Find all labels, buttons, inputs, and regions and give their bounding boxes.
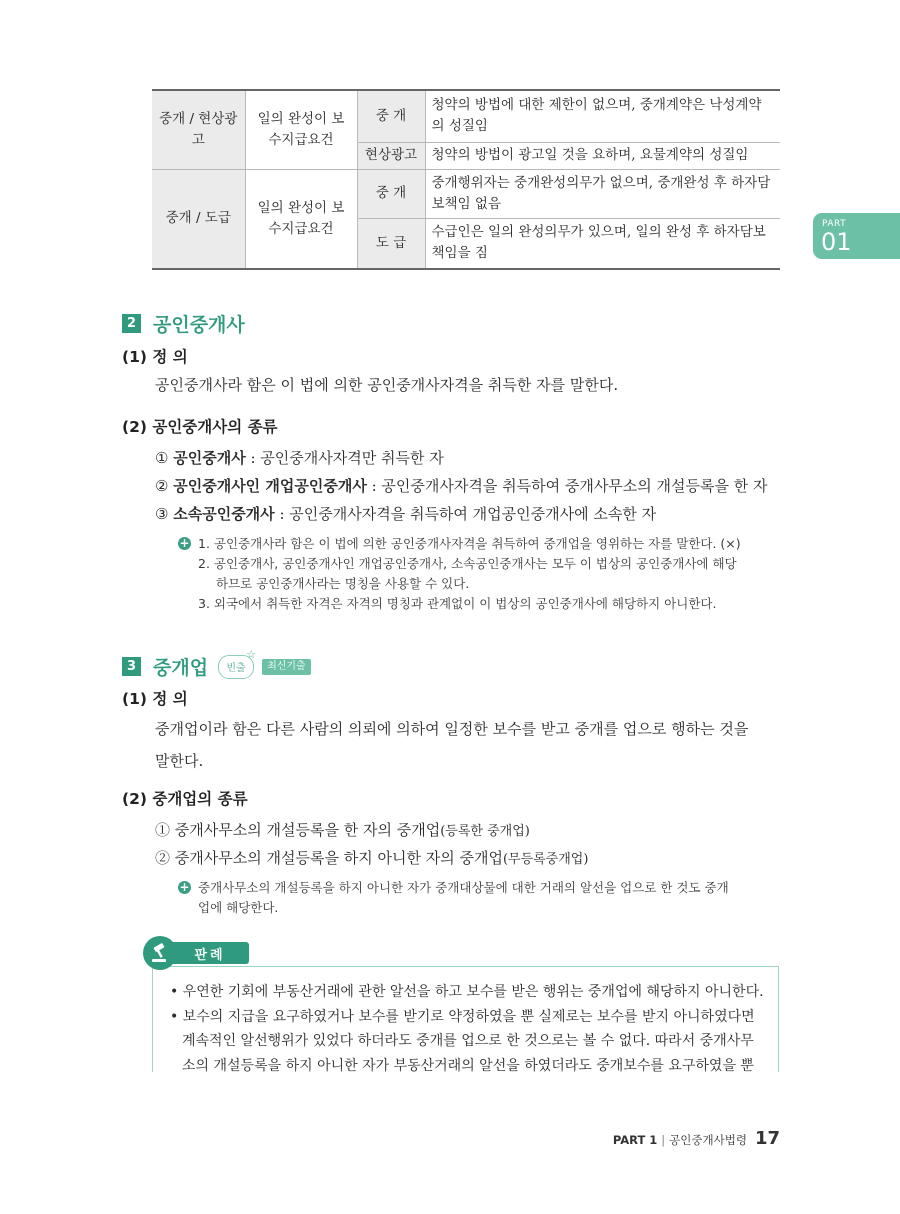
footer-chapter: 공인중개사법령: [669, 1133, 747, 1147]
note-block: [178, 534, 780, 614]
section-heading-3: [122, 647, 311, 680]
case-line: 소의 개설등록을 하지 아니한 자가 부동산거래의 알선을 하였더라도 중개보수를 요구하였을 뿐: [182, 1057, 754, 1074]
table-cell: 중 개: [357, 90, 425, 142]
table-cell: 일의 완성이 보수지급요건: [245, 90, 357, 169]
note-line: [178, 534, 780, 554]
item-marker: ①: [155, 821, 171, 839]
list-item: [155, 476, 768, 496]
definition-line: 중개업이라 함은 다른 사람의 의뢰에 의하여 일정한 보수를 받고 중개를 업으로 행하는 것을: [155, 720, 749, 738]
section-title: 중개업: [153, 657, 209, 679]
item-desc: : 공인중개사자격을 취득하여 개업공인중개사에 소속한 자: [274, 505, 657, 523]
item-desc: : 공인중개사자격을 취득하여 중개사무소의 개설등록을 한 자: [366, 477, 768, 495]
table-row: [152, 90, 780, 142]
section-number: 2: [122, 314, 141, 333]
case-line: • 우연한 기회에 부동산거래에 관한 알선을 하고 보수를 받은 행위는 중개업에 해당하지 아니한다.: [170, 984, 764, 1000]
item-marker: ②: [155, 849, 171, 867]
table-cell: 청약의 방법에 대한 제한이 없으며, 중개계약은 낙성계약의 성질임: [425, 90, 780, 142]
table-cell: 중개 / 도급: [152, 169, 245, 269]
plus-icon: +: [179, 880, 190, 894]
case-line: • 보수의 지급을 요구하였거나 보수를 받기로 약정하였을 뿐 실제로는 보수를 받지 아니하였다면: [170, 1008, 755, 1025]
item-text: 중개사무소의 개설등록을 한 자의 중개업: [174, 821, 441, 839]
part-tab[interactable]: [813, 213, 900, 259]
note-line: 업에 해당한다.: [198, 900, 279, 915]
section-heading-2: [122, 310, 245, 337]
item-marker: ③: [155, 505, 169, 523]
page-footer: [613, 1128, 780, 1149]
subsection-title: (1) 정 의: [122, 348, 188, 366]
item-paren: (무등록중개업): [502, 852, 589, 867]
item-paren: (등록한 중개업): [440, 824, 530, 839]
note-line: 하므로 공인중개사라는 명칭을 사용할 수 있다.: [216, 576, 470, 591]
item-term: 공인중개사: [173, 449, 246, 467]
plus-icon: +: [179, 536, 190, 550]
case-line: 계속적인 알선행위가 있었다 하더라도 중개를 업으로 한 것으로는 볼 수 없다. 따라서 중개사무: [182, 1033, 754, 1049]
star-icon: ☆: [246, 647, 257, 661]
table-cell: 일의 완성이 보수지급요건: [245, 169, 357, 269]
list-item: [155, 820, 530, 842]
definition-text: [155, 713, 780, 777]
part-tab-label: PART: [822, 219, 847, 229]
table-cell: 중개행위자는 중개완성의무가 없으며, 중개완성 후 하자담보책임 없음: [425, 169, 780, 218]
table-cell: 도 급: [357, 218, 425, 269]
gavel-icon: [143, 936, 177, 970]
table-cell: 현상광고: [357, 142, 425, 169]
item-marker: ②: [155, 477, 169, 495]
case-heading: [143, 938, 249, 968]
footer-part: PART 1: [612, 1133, 658, 1147]
list-item: [155, 448, 444, 468]
item-term: 공인중개사인 개업공인중개사: [173, 477, 367, 495]
subsection-title: (2) 공인중개사의 종류: [122, 418, 278, 436]
subsection-title: (2) 중개업의 종류: [122, 790, 248, 808]
definition-line: 말한다.: [155, 752, 204, 770]
frequent-badge-label: 빈출: [226, 663, 246, 674]
subsection-title: (1) 정 의: [122, 690, 188, 708]
item-desc: : 공인중개사자격만 취득한 자: [245, 449, 444, 467]
table-cell: 수급인은 일의 완성의무가 있으며, 일의 완성 후 하자담보책임을 짐: [425, 218, 780, 269]
list-item: [155, 504, 656, 524]
note-line: 2. 공인중개사, 공인중개사인 개업공인중개사, 소속공인중개사는 모두 이 법상의 공인중개사에 해당: [198, 556, 737, 571]
note-line: 3. 외국에서 취득한 자격은 자격의 명칭과 관계없이 이 법상의 공인중개사에 해당하지 아니한다.: [198, 596, 717, 611]
item-term: 소속공인중개사: [173, 505, 275, 523]
list-item: [155, 848, 588, 870]
table-cell: 청약의 방법이 광고일 것을 요하며, 요물계약의 성질임: [425, 142, 780, 169]
item-text: 중개사무소의 개설등록을 하지 아니한 자의 중개업: [174, 849, 503, 867]
definition-text: 공인중개사라 함은 이 법에 의한 공인중개사자격을 취득한 자를 말한다.: [155, 376, 619, 394]
frequent-badge: [218, 647, 257, 679]
note-line: [178, 878, 780, 898]
recent-exam-badge: 최신기출: [262, 659, 311, 675]
table-cell: 중개 / 현상광고: [152, 90, 245, 169]
table-row: [152, 169, 780, 218]
note-text: 1. 공인중개사라 함은 이 법에 의한 공인중개사자격을 취득하여 중개업을 영위하는 자를 말한다. (×): [198, 536, 741, 551]
part-tab-number: 01: [821, 228, 852, 256]
case-label: 판례: [171, 942, 249, 964]
section-title: 공인중개사: [153, 314, 245, 336]
footer-separator: |: [661, 1133, 666, 1147]
page-number: 17: [754, 1128, 780, 1149]
case-text: [170, 980, 770, 1078]
note-text: 중개사무소의 개설등록을 하지 아니한 자가 중개대상물에 대한 거래의 알선을 업으로 한 것도 중개: [198, 880, 729, 895]
section-number: 3: [122, 657, 141, 676]
note-block: [178, 878, 780, 918]
item-marker: ①: [155, 449, 169, 467]
table-cell: 중 개: [357, 169, 425, 218]
comparison-table: [152, 89, 780, 270]
